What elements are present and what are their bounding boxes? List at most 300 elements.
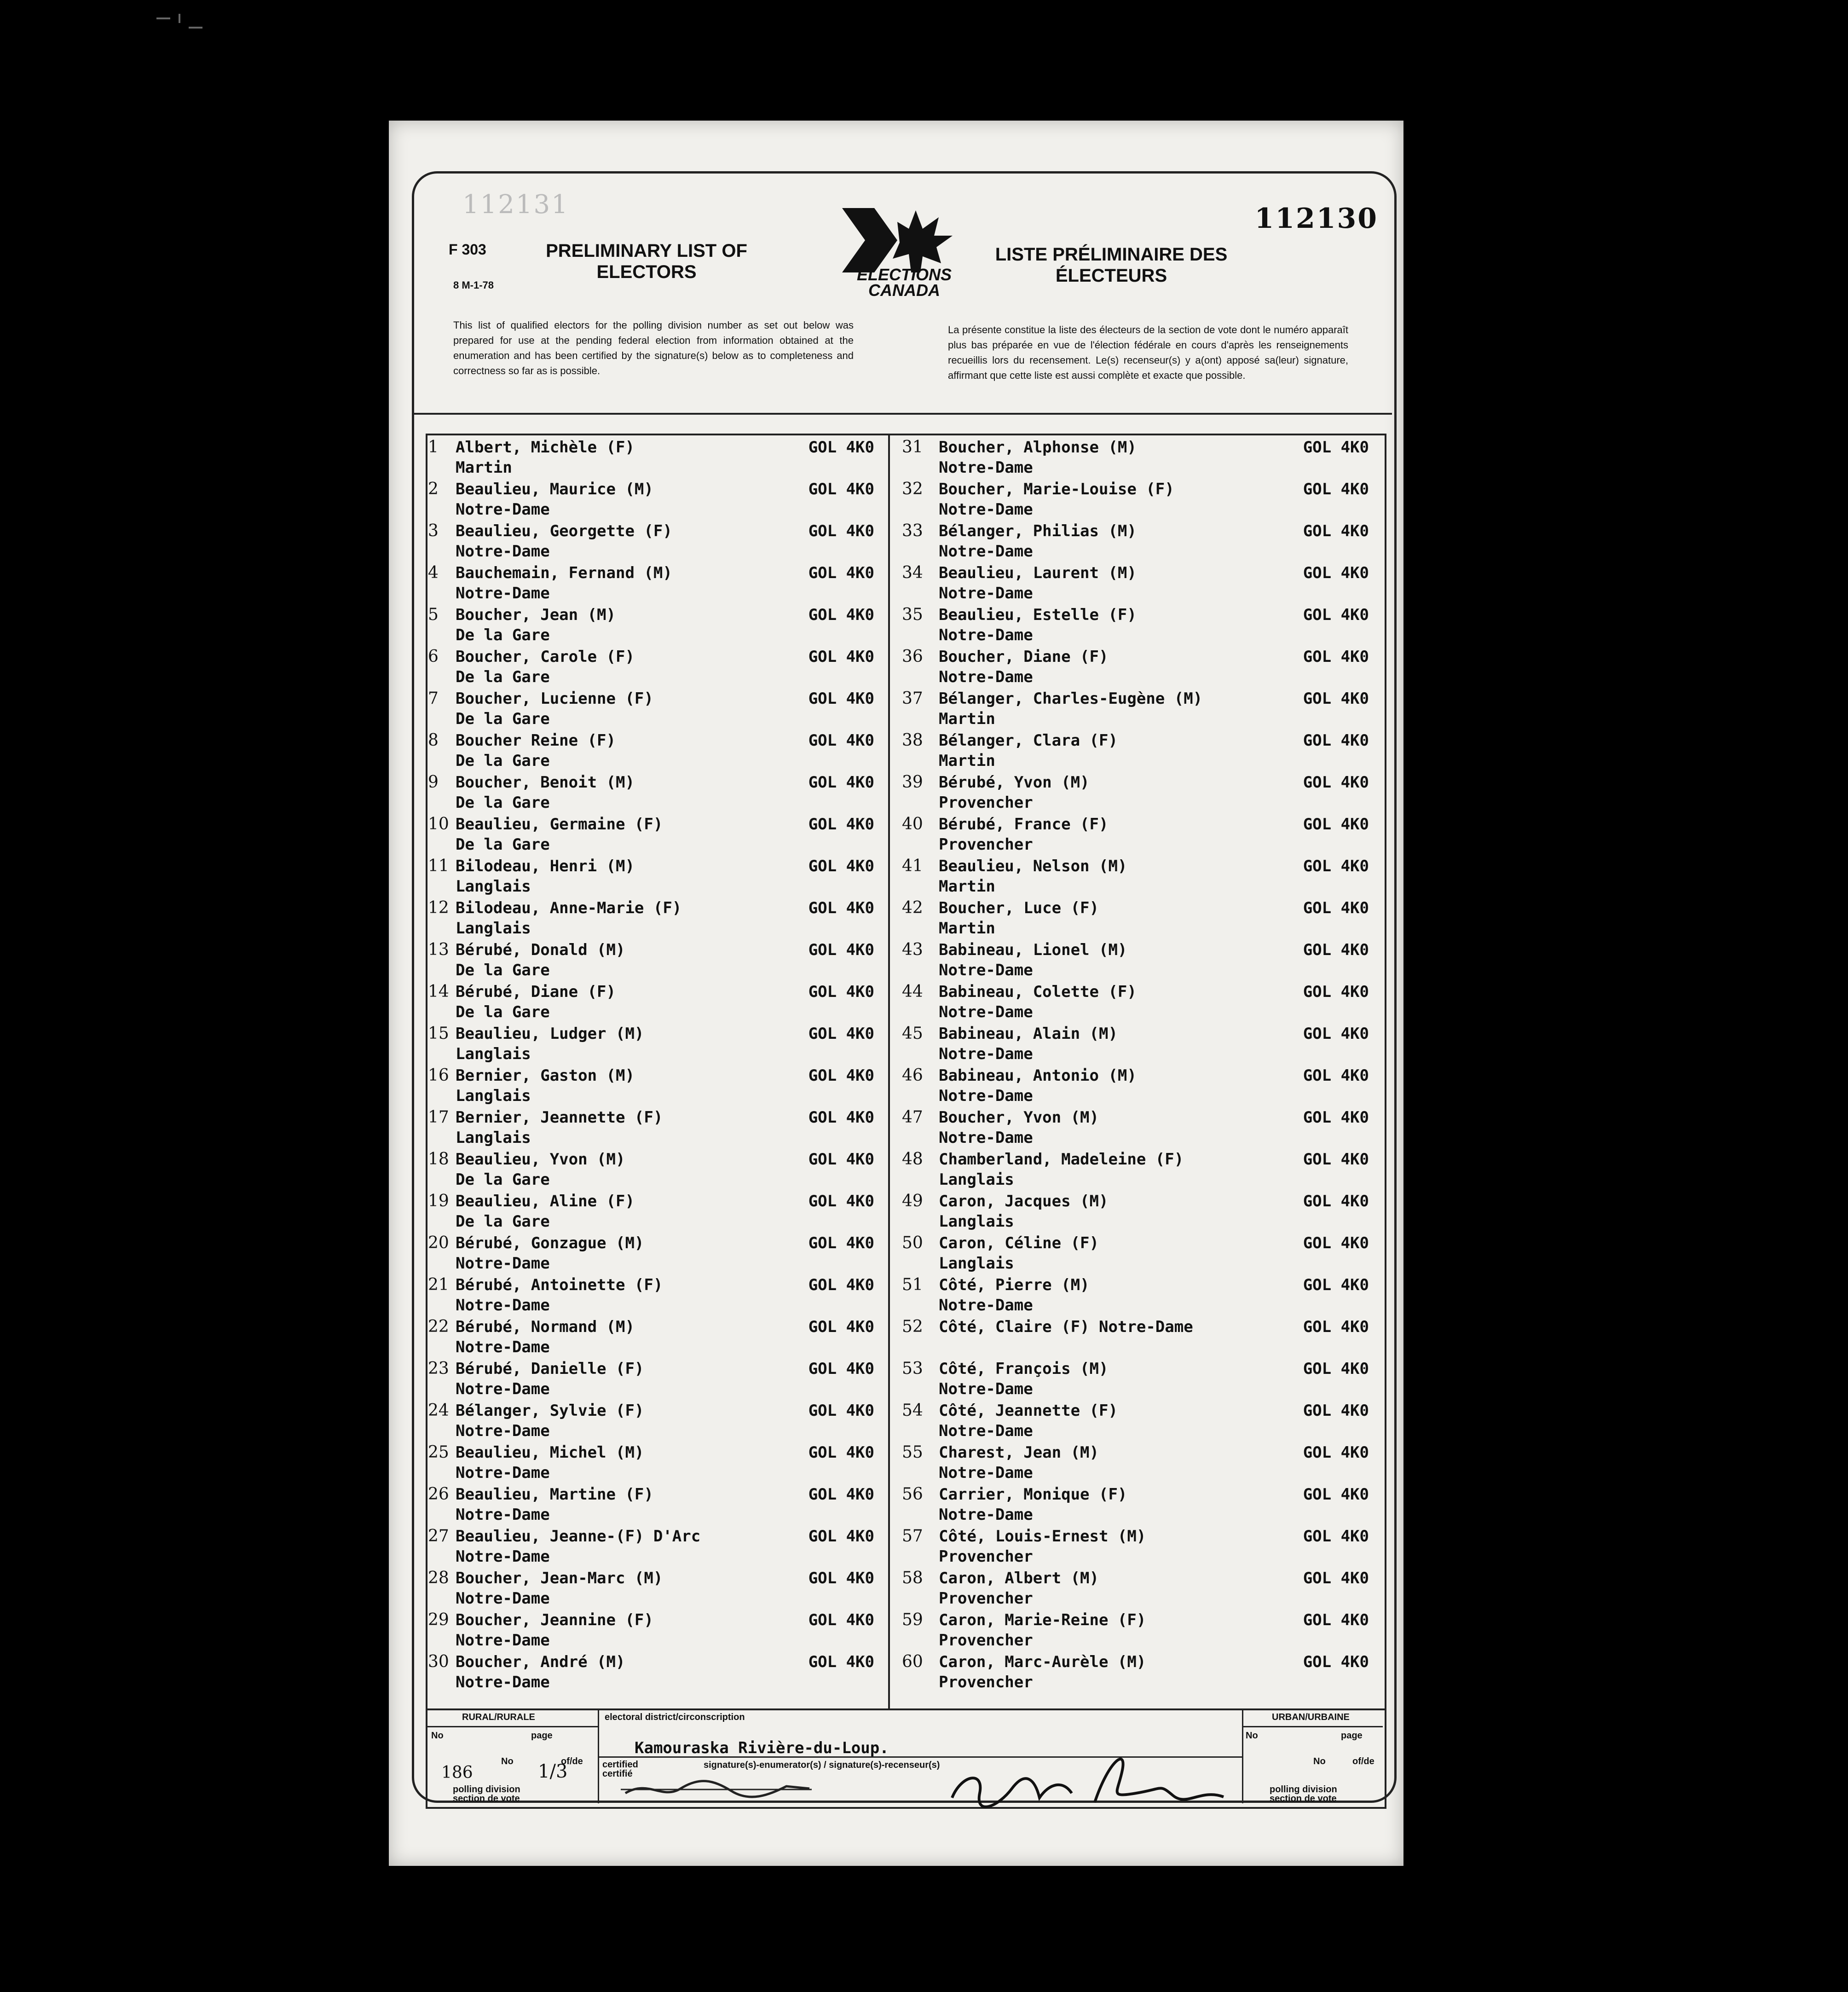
urban-label: URBAN/URBAINE [1272, 1712, 1350, 1722]
elector-postal-code: GOL 4K0 [808, 438, 874, 457]
elector-row [902, 1610, 1383, 1652]
elector-postal-code: GOL 4K0 [808, 899, 874, 917]
elector-name: Beaulieu, Nelson (M) [939, 857, 1127, 875]
elector-row [902, 1568, 1383, 1610]
district-value: Kamouraska Rivière-du-Loup. [635, 1739, 889, 1757]
elector-row [902, 856, 1383, 898]
urban-no-label-2: No [1313, 1756, 1326, 1766]
elector-row [902, 1484, 1383, 1526]
elector-number: 23 [428, 1359, 449, 1378]
elector-name: Bilodeau, Anne-Marie (F) [456, 899, 682, 917]
elector-name: Beaulieu, Germaine (F) [456, 815, 663, 834]
elector-street: Notre-Dame [456, 1338, 550, 1356]
elector-street: Notre-Dame [456, 1631, 550, 1650]
elector-name: Bauchemain, Fernand (M) [456, 564, 672, 582]
column-divider [888, 434, 890, 1708]
elector-number: 46 [902, 1066, 923, 1085]
elector-street: Provencher [939, 1631, 1033, 1650]
elector-row [902, 982, 1383, 1024]
elector-name: Caron, Albert (M) [939, 1569, 1099, 1587]
elector-number: 43 [902, 940, 923, 959]
elector-name: Bernier, Jeannette (F) [456, 1108, 663, 1127]
elector-row [902, 1065, 1383, 1107]
elector-number: 35 [902, 605, 923, 624]
elector-row [428, 1484, 888, 1526]
rural-of-label: of/de [561, 1756, 583, 1766]
elector-row [428, 437, 888, 479]
elector-postal-code: GOL 4K0 [808, 606, 874, 624]
title-en: PRELIMINARY LIST OF ELECTORS [546, 241, 747, 282]
elector-number: 1 [428, 438, 439, 457]
elector-number: 27 [428, 1527, 449, 1546]
elector-number: 51 [902, 1275, 923, 1294]
elector-name: Bérubé, Yvon (M) [939, 773, 1090, 792]
elector-postal-code: GOL 4K0 [808, 1318, 874, 1336]
elector-number: 8 [428, 731, 439, 750]
form-code: F 303 [449, 241, 486, 258]
elector-postal-code: GOL 4K0 [1303, 899, 1369, 917]
elector-number: 21 [428, 1275, 449, 1294]
elector-street: De la Gare [456, 1003, 550, 1021]
elector-street: Notre-Dame [456, 584, 550, 602]
elector-street: Langlais [939, 1254, 1014, 1273]
elector-row [902, 1359, 1383, 1401]
elector-number: 14 [428, 982, 449, 1001]
elector-row [428, 1401, 888, 1442]
elector-name: Boucher, Lucienne (F) [456, 689, 653, 708]
elector-postal-code: GOL 4K0 [1303, 1150, 1369, 1169]
elector-row [428, 1652, 888, 1694]
elector-street: Notre-Dame [456, 1589, 550, 1608]
elector-name: Babineau, Lionel (M) [939, 941, 1127, 959]
elector-name: Boucher, Carole (F) [456, 648, 635, 666]
elector-name: Babineau, Colette (F) [939, 983, 1137, 1001]
elector-number: 26 [428, 1485, 449, 1504]
elector-row [902, 1107, 1383, 1149]
elector-row [428, 856, 888, 898]
elector-row [428, 647, 888, 689]
elector-number: 33 [902, 521, 923, 540]
elector-row [428, 1610, 888, 1652]
elector-postal-code: GOL 4K0 [808, 1653, 874, 1671]
elector-number: 60 [902, 1652, 923, 1671]
elector-number: 53 [902, 1359, 923, 1378]
elector-row [902, 1024, 1383, 1065]
elector-street: Notre-Dame [939, 1506, 1033, 1524]
elector-postal-code: GOL 4K0 [1303, 1066, 1369, 1085]
elector-name: Beaulieu, Maurice (M) [456, 480, 653, 498]
elector-postal-code: GOL 4K0 [1303, 1108, 1369, 1127]
elector-street: Martin [939, 752, 995, 770]
elector-postal-code: GOL 4K0 [1303, 438, 1369, 457]
elector-postal-code: GOL 4K0 [1303, 941, 1369, 959]
elector-postal-code: GOL 4K0 [1303, 773, 1369, 792]
elector-name: Beaulieu, Laurent (M) [939, 564, 1137, 582]
elector-row [428, 814, 888, 856]
elector-row [428, 898, 888, 940]
elector-name: Babineau, Alain (M) [939, 1025, 1118, 1043]
elector-row [428, 1107, 888, 1149]
elector-street: Provencher [939, 793, 1033, 812]
elector-row [428, 1275, 888, 1317]
elector-name: Boucher, Luce (F) [939, 899, 1099, 917]
elector-row [428, 1317, 888, 1359]
elector-name: Bélanger, Philias (M) [939, 522, 1137, 540]
elector-street: Notre-Dame [456, 1464, 550, 1482]
elector-name: Bilodeau, Henri (M) [456, 857, 635, 875]
elector-postal-code: GOL 4K0 [1303, 606, 1369, 624]
elector-number: 20 [428, 1233, 449, 1252]
elector-number: 36 [902, 647, 923, 666]
elector-row [428, 730, 888, 772]
elector-number: 38 [902, 731, 923, 750]
elector-number: 48 [902, 1150, 923, 1169]
elector-postal-code: GOL 4K0 [808, 1401, 874, 1420]
elector-number: 19 [428, 1192, 449, 1210]
elector-street: De la Gare [456, 793, 550, 812]
elector-number: 49 [902, 1192, 923, 1210]
elector-postal-code: GOL 4K0 [1303, 564, 1369, 582]
enumerator-signature-1 [621, 1775, 814, 1802]
elector-postal-code: GOL 4K0 [1303, 1443, 1369, 1462]
elector-postal-code: GOL 4K0 [1303, 1192, 1369, 1210]
elector-name: Côté, Louis-Ernest (M) [939, 1527, 1146, 1546]
urban-page-label: page [1341, 1731, 1363, 1741]
elector-number: 30 [428, 1652, 449, 1671]
urban-no-label: No [1246, 1731, 1258, 1741]
elector-number: 17 [428, 1108, 449, 1127]
elector-street: Provencher [939, 1547, 1033, 1566]
document-sheet [389, 121, 1403, 1866]
elector-postal-code: GOL 4K0 [1303, 1611, 1369, 1629]
signature-label: signature(s)-enumerator(s) / signature(s)-recenseur(s) [704, 1760, 940, 1770]
elector-row [902, 1149, 1383, 1191]
elector-row [902, 1526, 1383, 1568]
elector-number: 40 [902, 815, 923, 834]
footer [426, 1708, 1386, 1809]
elector-number: 54 [902, 1401, 923, 1420]
elector-row [428, 1442, 888, 1484]
elector-number: 11 [428, 857, 449, 875]
elector-number: 57 [902, 1527, 923, 1546]
elector-row [428, 563, 888, 605]
elector-street: Notre-Dame [939, 1296, 1033, 1314]
elector-name: Bélanger, Sylvie (F) [456, 1401, 644, 1420]
elector-postal-code: GOL 4K0 [808, 1569, 874, 1587]
elector-street: Notre-Dame [939, 1045, 1033, 1063]
elector-postal-code: GOL 4K0 [808, 1611, 874, 1629]
elector-postal-code: GOL 4K0 [808, 1234, 874, 1252]
elector-row [902, 1652, 1383, 1694]
elector-street: Notre-Dame [939, 1003, 1033, 1021]
elector-street: Martin [456, 458, 512, 477]
elector-name: Bérubé, Danielle (F) [456, 1360, 644, 1378]
elector-row [902, 814, 1383, 856]
rural-no-label: No [431, 1731, 444, 1741]
elector-name: Boucher, Benoit (M) [456, 773, 635, 792]
elector-street: Notre-Dame [939, 1464, 1033, 1482]
elector-number: 28 [428, 1569, 449, 1587]
elector-postal-code: GOL 4K0 [808, 1108, 874, 1127]
elector-postal-code: GOL 4K0 [1303, 1485, 1369, 1504]
elector-row [902, 563, 1383, 605]
elector-postal-code: GOL 4K0 [808, 815, 874, 834]
elector-number: 7 [428, 689, 439, 708]
elector-number: 56 [902, 1485, 923, 1504]
elector-name: Boucher, Alphonse (M) [939, 438, 1137, 457]
elector-name: Boucher Reine (F) [456, 731, 616, 750]
elector-name: Bélanger, Clara (F) [939, 731, 1118, 750]
elector-row [902, 647, 1383, 689]
elector-street: Notre-Dame [939, 458, 1033, 477]
elector-postal-code: GOL 4K0 [808, 1360, 874, 1378]
elector-row [428, 1149, 888, 1191]
elector-street: Notre-Dame [456, 1380, 550, 1398]
elector-number: 58 [902, 1569, 923, 1587]
elector-row [902, 437, 1383, 479]
urban-of-label: of/de [1352, 1756, 1374, 1766]
elector-number: 18 [428, 1150, 449, 1169]
elector-row [902, 730, 1383, 772]
elector-number: 55 [902, 1443, 923, 1462]
elector-name: Boucher, Jean (M) [456, 606, 616, 624]
elector-street: De la Gare [456, 835, 550, 854]
elector-number: 10 [428, 815, 449, 834]
elector-number: 41 [902, 857, 923, 875]
document-number: 112130 [1254, 203, 1378, 235]
elector-street: Martin [939, 710, 995, 728]
elector-name: Côté, Jeannette (F) [939, 1401, 1118, 1420]
elector-number: 32 [902, 480, 923, 498]
elector-street: Notre-Dame [456, 1422, 550, 1440]
elector-street: Notre-Dame [456, 542, 550, 561]
elector-row [428, 689, 888, 730]
elector-number: 47 [902, 1108, 923, 1127]
rural-divider [427, 1726, 598, 1727]
elector-number: 39 [902, 773, 923, 792]
elector-name: Caron, Marc-Aurèle (M) [939, 1653, 1146, 1671]
elector-name: Babineau, Antonio (M) [939, 1066, 1137, 1085]
elector-row [428, 772, 888, 814]
elector-number: 24 [428, 1401, 449, 1420]
elector-street: De la Gare [456, 961, 550, 979]
elector-street: Notre-Dame [456, 1506, 550, 1524]
polling-label-right: polling division section de vote [1270, 1784, 1337, 1804]
elector-name: Bérubé, Antoinette (F) [456, 1276, 663, 1294]
logo-text: ELECTIONS CANADA [856, 265, 952, 300]
elector-postal-code: GOL 4K0 [808, 731, 874, 750]
elector-row [428, 1526, 888, 1568]
elector-name: Boucher, Marie-Louise (F) [939, 480, 1174, 498]
elector-row [428, 1568, 888, 1610]
elector-postal-code: GOL 4K0 [1303, 1653, 1369, 1671]
header-divider [414, 413, 1392, 415]
elector-postal-code: GOL 4K0 [808, 689, 874, 708]
elector-postal-code: GOL 4K0 [808, 648, 874, 666]
elector-street: Langlais [939, 1212, 1014, 1231]
elector-postal-code: GOL 4K0 [1303, 1025, 1369, 1043]
elector-street: Notre-Dame [456, 1673, 550, 1691]
elector-street: Langlais [456, 919, 531, 938]
elector-row [902, 605, 1383, 647]
elector-row [428, 1233, 888, 1275]
elector-postal-code: GOL 4K0 [808, 564, 874, 582]
elector-name: Beaulieu, Martine (F) [456, 1485, 653, 1504]
rural-page-label: page [531, 1731, 553, 1741]
elector-postal-code: GOL 4K0 [808, 1443, 874, 1462]
elector-name: Côté, Pierre (M) [939, 1276, 1090, 1294]
elector-street: Martin [939, 919, 995, 938]
notice-en: This list of qualified electors for the polling division number as set out below was prepared for use at the pending federal election from information obtained at the enumeration and has been certified by the signature(s) below as to completeness and correctness so far as is possible. [453, 319, 854, 376]
enumerator-signature-2 [943, 1743, 1228, 1812]
elector-row [428, 479, 888, 521]
elector-postal-code: GOL 4K0 [808, 1192, 874, 1210]
elector-number: 16 [428, 1066, 449, 1085]
elector-street: Langlais [939, 1170, 1014, 1189]
elector-postal-code: GOL 4K0 [808, 1066, 874, 1085]
elector-postal-code: GOL 4K0 [1303, 983, 1369, 1001]
elector-number: 50 [902, 1233, 923, 1252]
elector-number: 59 [902, 1610, 923, 1629]
elector-street: Notre-Dame [939, 1380, 1033, 1398]
elector-postal-code: GOL 4K0 [1303, 1234, 1369, 1252]
elector-row [902, 940, 1383, 982]
elector-number: 29 [428, 1610, 449, 1629]
elector-row [428, 1024, 888, 1065]
elector-number: 3 [428, 521, 439, 540]
elector-name: Caron, Céline (F) [939, 1234, 1099, 1252]
elector-number: 13 [428, 940, 449, 959]
elector-name: Boucher, Jeannine (F) [456, 1611, 653, 1629]
elector-postal-code: GOL 4K0 [1303, 1318, 1369, 1336]
elector-postal-code: GOL 4K0 [1303, 857, 1369, 875]
elector-name: Côté, Claire (F) Notre-Dame [939, 1318, 1193, 1336]
elector-street: Notre-Dame [939, 626, 1033, 644]
polling-number: 186 [441, 1763, 473, 1782]
elector-number: 45 [902, 1024, 923, 1043]
elector-postal-code: GOL 4K0 [1303, 1401, 1369, 1420]
elector-number: 25 [428, 1443, 449, 1462]
elector-name: Albert, Michèle (F) [456, 438, 635, 457]
elector-postal-code: GOL 4K0 [1303, 648, 1369, 666]
elector-postal-code: GOL 4K0 [1303, 1276, 1369, 1294]
elector-name: Côté, François (M) [939, 1360, 1109, 1378]
elector-number: 2 [428, 480, 439, 498]
elector-row [902, 1191, 1383, 1233]
elector-postal-code: GOL 4K0 [1303, 1527, 1369, 1546]
elector-list-left [428, 437, 888, 1694]
elector-row [428, 1359, 888, 1401]
elector-street: Notre-Dame [939, 500, 1033, 519]
elector-name: Beaulieu, Ludger (M) [456, 1025, 644, 1043]
elector-name: Beaulieu, Estelle (F) [939, 606, 1137, 624]
elector-row [902, 1275, 1383, 1317]
elector-postal-code: GOL 4K0 [808, 480, 874, 498]
elector-street: Notre-Dame [939, 1129, 1033, 1147]
elector-postal-code: GOL 4K0 [1303, 522, 1369, 540]
elector-name: Boucher, André (M) [456, 1653, 625, 1671]
district-label: electoral district/circonscription [605, 1712, 745, 1722]
elector-postal-code: GOL 4K0 [808, 857, 874, 875]
elector-postal-code: GOL 4K0 [808, 522, 874, 540]
elector-street: De la Gare [456, 626, 550, 644]
elector-name: Bérubé, Normand (M) [456, 1318, 635, 1336]
elector-number: 12 [428, 898, 449, 917]
elector-street: De la Gare [456, 668, 550, 686]
elector-street: Notre-Dame [456, 1254, 550, 1273]
elector-number: 22 [428, 1317, 449, 1336]
elector-street: Notre-Dame [939, 1087, 1033, 1105]
elector-row [902, 1233, 1383, 1275]
elector-name: Bérubé, Diane (F) [456, 983, 616, 1001]
elector-street: Notre-Dame [456, 1296, 550, 1314]
elector-street: Notre-Dame [456, 500, 550, 519]
elector-name: Bérubé, France (F) [939, 815, 1109, 834]
elector-name: Beaulieu, Jeanne-(F) D'Arc [456, 1527, 701, 1546]
elector-street: De la Gare [456, 1212, 550, 1231]
elector-postal-code: GOL 4K0 [1303, 731, 1369, 750]
elector-street: Provencher [939, 835, 1033, 854]
elector-street: Martin [939, 877, 995, 896]
elector-number: 52 [902, 1317, 923, 1336]
elector-number: 5 [428, 605, 439, 624]
elector-postal-code: GOL 4K0 [1303, 1360, 1369, 1378]
elector-postal-code: GOL 4K0 [808, 1150, 874, 1169]
elector-number: 6 [428, 647, 439, 666]
elector-name: Boucher, Diane (F) [939, 648, 1109, 666]
elector-postal-code: GOL 4K0 [1303, 480, 1369, 498]
elector-street: Notre-Dame [939, 584, 1033, 602]
elector-postal-code: GOL 4K0 [808, 983, 874, 1001]
elector-row [428, 1191, 888, 1233]
ghost-number: 112131 [462, 190, 569, 220]
elector-row [902, 1442, 1383, 1484]
elector-street: Langlais [456, 1087, 531, 1105]
elector-number: 31 [902, 438, 923, 457]
elector-row [428, 521, 888, 563]
elector-name: Bernier, Gaston (M) [456, 1066, 635, 1085]
elector-postal-code: GOL 4K0 [808, 1276, 874, 1294]
elector-name: Bélanger, Charles-Eugène (M) [939, 689, 1203, 708]
elector-row [428, 1065, 888, 1107]
elector-name: Boucher, Jean-Marc (M) [456, 1569, 663, 1587]
elector-row [428, 982, 888, 1024]
elector-street: De la Gare [456, 1170, 550, 1189]
elector-number: 15 [428, 1024, 449, 1043]
elector-street: De la Gare [456, 710, 550, 728]
rural-no-label-2: No [501, 1756, 514, 1766]
notice-fr: La présente constitue la liste des électeurs de la section de vote dont le numéro apparaît plus bas préparée en vue de l'élection fédérale en cours d'après les renseignements recueillis lors du recensement. Le(s) recenseur(s) y a(ont) apposé sa(leur) signature, affirmant que cette liste est aussi complète et exacte que possible. [948, 324, 1348, 381]
polling-label-left: polling division section de vote [453, 1784, 520, 1804]
film-mark-icon [152, 9, 207, 37]
elector-name: Chamberland, Madeleine (F) [939, 1150, 1184, 1169]
elector-row [902, 1317, 1383, 1359]
elector-name: Beaulieu, Michel (M) [456, 1443, 644, 1462]
elector-name: Carrier, Monique (F) [939, 1485, 1127, 1504]
elector-name: Caron, Jacques (M) [939, 1192, 1109, 1210]
elector-name: Bérubé, Gonzague (M) [456, 1234, 644, 1252]
elector-street: Langlais [456, 1045, 531, 1063]
elector-row [902, 689, 1383, 730]
elector-name: Bérubé, Donald (M) [456, 941, 625, 959]
elector-row [428, 605, 888, 647]
elector-name: Beaulieu, Georgette (F) [456, 522, 672, 540]
elector-postal-code: GOL 4K0 [1303, 1569, 1369, 1587]
form-date: 8 M-1-78 [453, 279, 494, 291]
elector-postal-code: GOL 4K0 [808, 941, 874, 959]
elector-number: 37 [902, 689, 923, 708]
rural-label: RURAL/RURALE [462, 1712, 535, 1722]
